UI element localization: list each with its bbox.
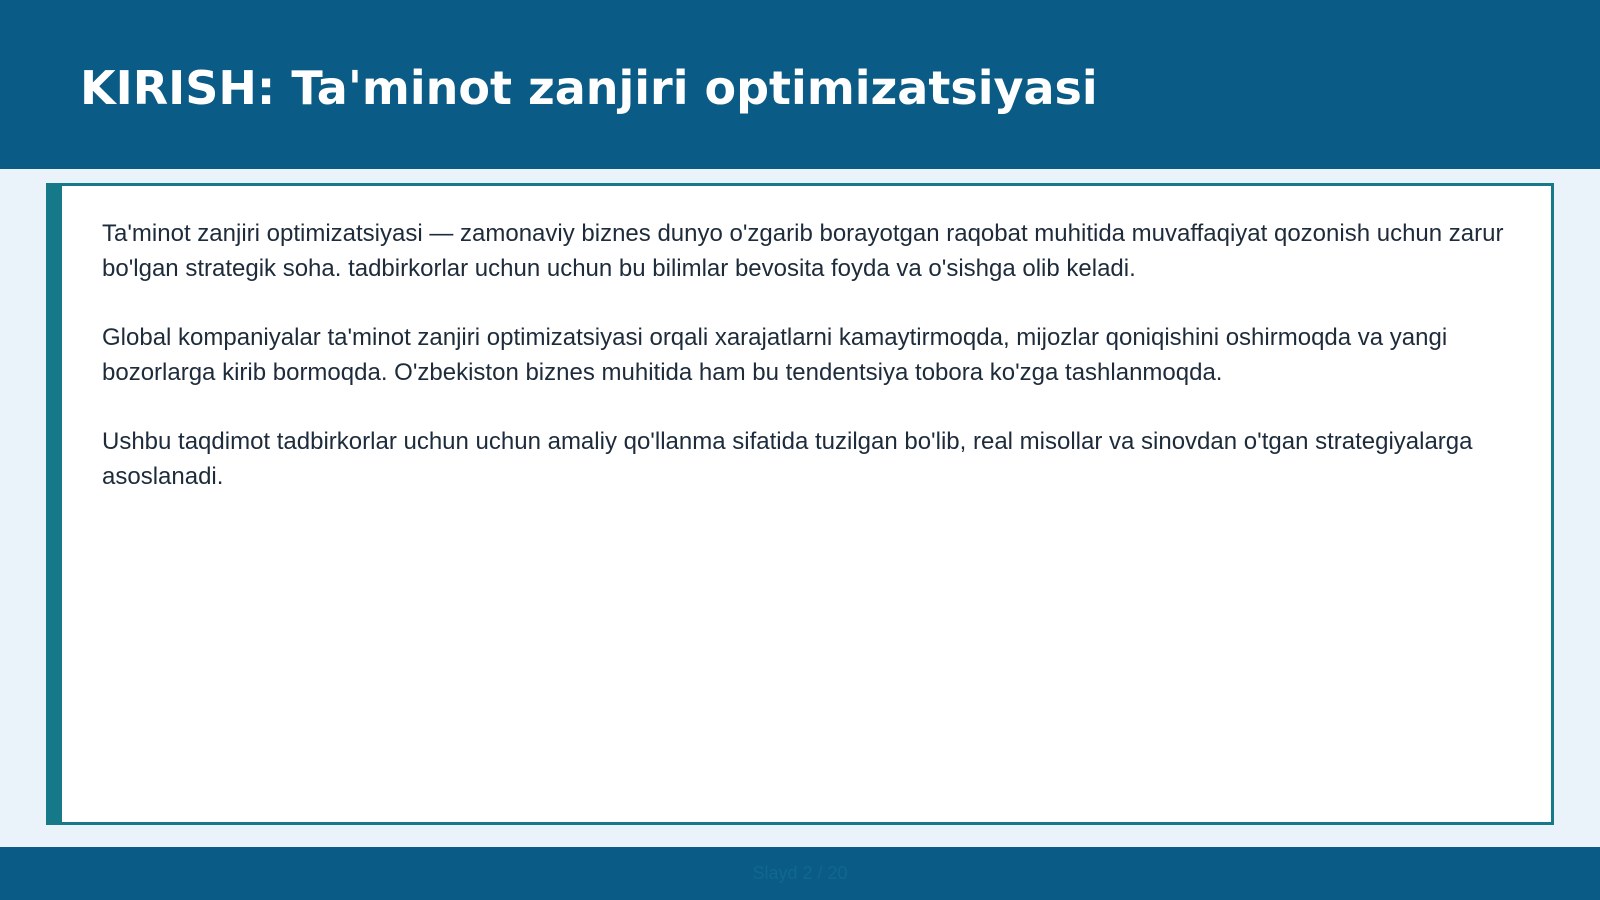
intro-paragraph: Ta'minot zanjiri optimizatsiyasi — zamonaviy biznes dunyo o'zgarib borayotgan raqobat muhitida muvaffaqiyat qozonish uchun zarur bo'lgan strategik soha. tadbirkorlar uchun uchun bu bilimlar bevosita foyda va o'sishga olib keladi. (102, 220, 1504, 282)
slide-title: KIRISH: Ta'minot zanjiri optimizatsiyasi (80, 61, 1098, 115)
slide-header (0, 0, 1600, 169)
content-text (102, 216, 1522, 528)
slide-footer (0, 847, 1600, 900)
content-card (46, 183, 1554, 825)
slide-number: Slayd 2 / 20 (752, 863, 848, 883)
global-companies-paragraph: Global kompaniyalar ta'minot zanjiri optimizatsiyasi orqali xarajatlarni kamaytirmoqda, mijozlar qoniqishini oshirmoqda va yangi bozorlarga kirib bormoqda. O'zbekiston biznes muhitida ham bu tendentsiya tobora ko'zga tashlanmoqda. (102, 324, 1448, 386)
presentation-purpose-paragraph: Ushbu taqdimot tadbirkorlar uchun uchun amaliy qo'llanma sifatida tuzilgan bo'lib, real misollar va sinovdan o'tgan strategiyalarga asoslanadi. (102, 428, 1473, 490)
